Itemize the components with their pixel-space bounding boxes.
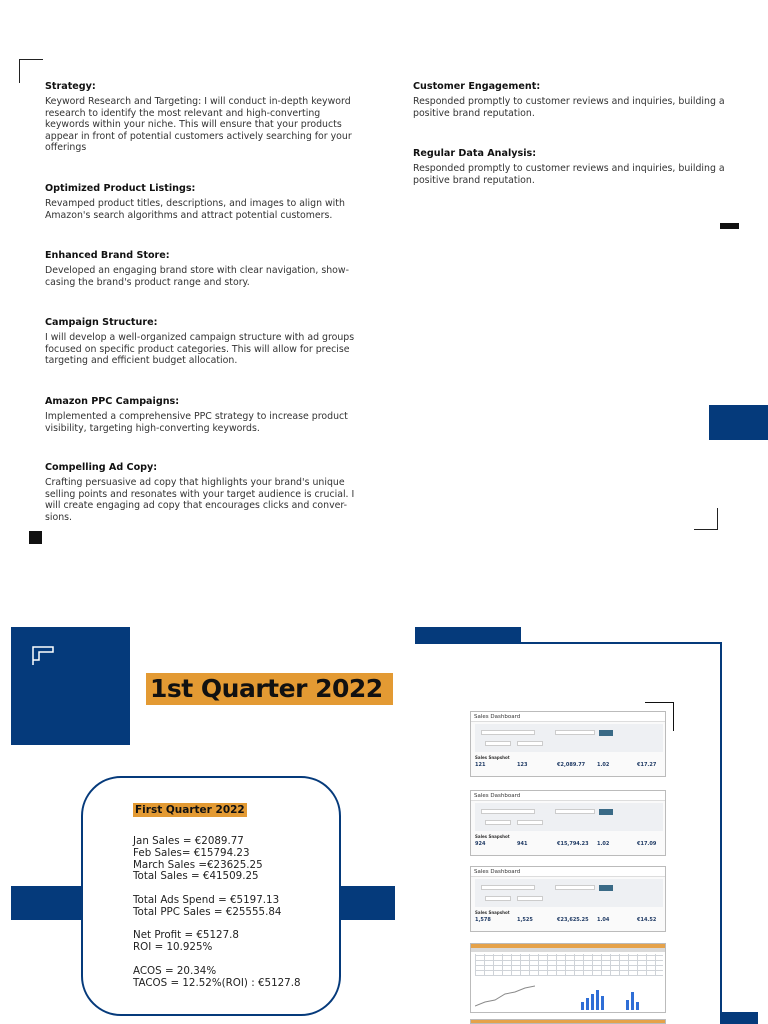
date-box — [485, 896, 511, 901]
metric-value: €17.27 — [637, 762, 657, 768]
trend-line-thumbnail — [475, 980, 535, 1010]
metric-line: March Sales =€23625.25 — [133, 858, 263, 871]
section-body: Responded promptly to customer reviews and inquiries, building a positive brand reputation. — [413, 96, 725, 119]
section-title: Campaign Structure: — [45, 317, 158, 328]
thumb-bar — [596, 990, 599, 1010]
corner-bracket-top-left — [19, 59, 43, 83]
card-metrics — [133, 836, 301, 989]
blue-tab-right — [709, 405, 768, 440]
snapshot-label: Sales Snapshot — [475, 834, 510, 839]
dashboard-filters — [475, 724, 663, 752]
metric-value: 941 — [517, 841, 528, 847]
filter-box — [481, 885, 535, 890]
section-data-analysis — [413, 148, 735, 186]
metric-line: TACOS = 12.52%(ROI) : €5127.8 — [133, 976, 301, 989]
thumb-bar — [581, 1002, 584, 1010]
metric-value: 1.02 — [597, 841, 610, 847]
filter-box — [555, 809, 595, 814]
thumb-bar — [601, 996, 604, 1010]
section-title: Strategy: — [45, 81, 96, 92]
section-strategy — [45, 81, 367, 154]
snapshot-label: Sales Snapshot — [475, 755, 510, 760]
section-title: Amazon PPC Campaigns: — [45, 396, 180, 407]
thumb-bar — [586, 998, 589, 1010]
section-body: I will develop a well-organized campaign structure with ad groups focused on specific product categories. This will allow for precise targeting and efficient budget allocation. — [45, 332, 355, 367]
section-campaign-structure — [45, 317, 367, 367]
dashboard-title: Sales Dashboard — [471, 867, 665, 877]
blue-tab-bottom — [720, 1012, 758, 1024]
date-box — [517, 820, 543, 825]
card-title: First Quarter 2022 — [135, 804, 245, 816]
metric-line: Total PPC Sales = €25555.84 — [133, 905, 282, 918]
metric-line: ACOS = 20.34% — [133, 964, 217, 977]
report-header-row — [471, 948, 666, 952]
section-body: Developed an engaging brand store with clear navigation, show- casing the brand's product range and story. — [45, 265, 349, 288]
apply-button — [599, 730, 613, 736]
metric-value: 1,578 — [475, 917, 491, 923]
section-title: Enhanced Brand Store: — [45, 250, 170, 261]
square-mark — [29, 531, 42, 544]
dashboard-screenshot — [470, 866, 666, 932]
thumb-bar — [591, 994, 594, 1010]
metric-value: €15,794.23 — [557, 841, 589, 847]
metric-value: 1.02 — [597, 762, 610, 768]
metric-value: 924 — [475, 841, 486, 847]
thumb-bar — [626, 1000, 629, 1010]
section-ad-copy — [45, 462, 367, 523]
blue-block — [11, 627, 130, 745]
metric-line: Total Ads Spend = €5197.13 — [133, 893, 280, 906]
frame-tab — [415, 627, 521, 643]
dashboard-title: Sales Dashboard — [471, 712, 665, 722]
report-screenshot-partial — [470, 1019, 666, 1024]
section-customer-engagement — [413, 81, 735, 119]
section-body: Keyword Research and Targeting: I will conduct in-depth keyword research to identify the most relevant and high-converting keywords within your niche. This will ensure that your products appear in front of potential customers actively searching for your offerings — [45, 96, 352, 154]
snapshot-label: Sales Snapshot — [475, 910, 510, 915]
dashboard-title: Sales Dashboard — [471, 791, 665, 801]
metric-value: €17.09 — [637, 841, 657, 847]
date-box — [485, 820, 511, 825]
metric-line: ROI = 10.925% — [133, 941, 213, 954]
metric-line: Net Profit = €5127.8 — [133, 929, 239, 942]
metric-line: Feb Sales= €15794.23 — [133, 846, 250, 859]
corner-bracket-bottom-right — [694, 508, 718, 530]
metric-line: Total Sales = €41509.25 — [133, 870, 259, 883]
section-body: Crafting persuasive ad copy that highlights your brand's unique selling points and resonates with your target audience is crucial. I will create engaging ad copy that encourages clicks and conver- sions. — [45, 477, 355, 523]
metric-value: 121 — [475, 762, 486, 768]
dashboard-screenshot — [470, 711, 666, 777]
section-body: Revamped product titles, descriptions, and images to align with Amazon's search algorithms and attract potential customers. — [45, 198, 345, 221]
apply-button — [599, 885, 613, 891]
filter-box — [481, 730, 535, 735]
report-grid — [475, 954, 663, 976]
section-title: Optimized Product Listings: — [45, 183, 196, 194]
date-box — [485, 741, 511, 746]
metric-value: €14.52 — [637, 917, 657, 923]
filter-box — [555, 885, 595, 890]
date-box — [517, 896, 543, 901]
section-brand-store — [45, 250, 367, 288]
metric-value: 123 — [517, 762, 528, 768]
blue-band-right — [336, 886, 395, 920]
apply-button — [599, 809, 613, 815]
section-title: Compelling Ad Copy: — [45, 462, 158, 473]
metric-value: 1,525 — [517, 917, 533, 923]
metric-value: 1.04 — [597, 917, 610, 923]
metric-value: €23,625.25 — [557, 917, 589, 923]
report-screenshot — [470, 943, 666, 1013]
metric-value: €2,089.77 — [557, 762, 586, 768]
filter-box — [555, 730, 595, 735]
blue-band-left — [11, 886, 87, 920]
corner-bracket-icon — [32, 646, 54, 666]
dashboard-filters — [475, 879, 663, 907]
dash-mark — [720, 223, 739, 229]
metric-line: Jan Sales = €2089.77 — [133, 835, 244, 847]
date-box — [517, 741, 543, 746]
quarter-banner: 1st Quarter 2022 — [146, 673, 393, 705]
section-body: Responded promptly to customer reviews and inquiries, building a positive brand reputation. — [413, 163, 725, 186]
dashboard-filters — [475, 803, 663, 831]
dashboard-screenshot — [470, 790, 666, 856]
section-ppc-campaigns — [45, 396, 367, 434]
section-body: Implemented a comprehensive PPC strategy to increase product visibility, targeting high-converting keywords. — [45, 411, 348, 434]
thumb-bar — [631, 992, 634, 1010]
thumb-bar — [636, 1002, 639, 1010]
section-optimized-listings — [45, 183, 367, 221]
filter-box — [481, 809, 535, 814]
section-title: Customer Engagement: — [413, 81, 541, 92]
section-title: Regular Data Analysis: — [413, 148, 537, 159]
